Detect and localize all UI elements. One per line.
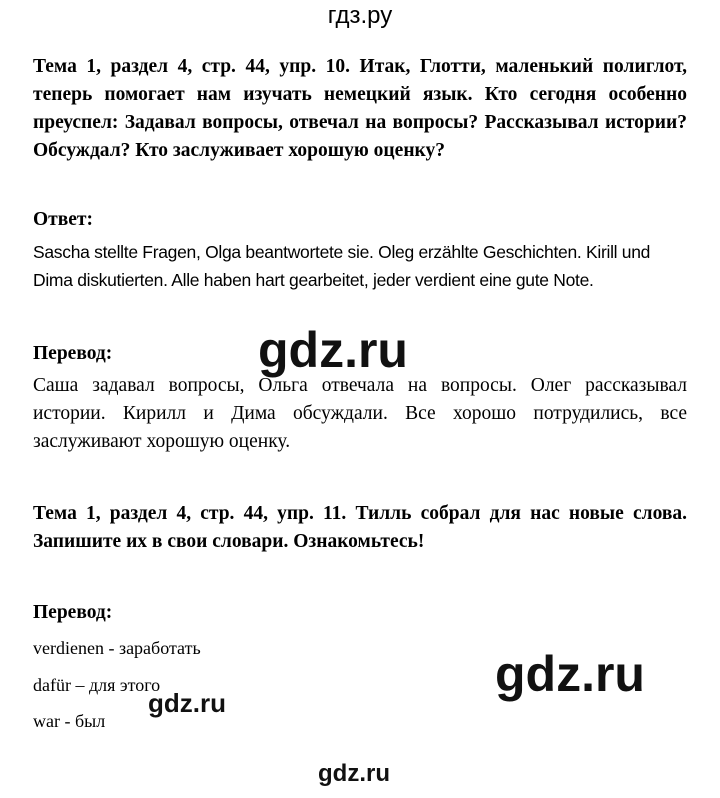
exercise-10-task: Тема 1, раздел 4, стр. 44, упр. 10. Итак, Глотти, маленький полиглот, теперь помогает нам изучать немецкий язык. Кто сегодня особенно преуспел: Задавал вопросы, отвечал на вопросы? Рассказывал истории? Обсуждал? Кто заслуживает хорошую оценку? bbox=[33, 56, 687, 161]
watermark: gdz.ru bbox=[495, 646, 645, 702]
vocabulary-item: verdienen - заработать bbox=[33, 638, 201, 658]
exercise-11-task: Тема 1, раздел 4, стр. 44, упр. 11. Тилль собрал для нас новые слова. Запишите их в свои словари. Ознакомьтесь! bbox=[33, 503, 687, 552]
translation-label: Перевод: bbox=[33, 343, 113, 364]
watermark: gdz.ru bbox=[258, 322, 408, 378]
answer-text: Sascha stellte Fragen, Olga beantwortete sie. Oleg erzählte Geschichten. Kirill und Dima diskutierten. Alle haben hart gearbeitet, jeder verdient eine gute Note. bbox=[33, 242, 651, 290]
vocabulary-translation-label: Перевод: bbox=[33, 602, 113, 623]
translation-text: Саша задавал вопросы, Ольга отвечала на вопросы. Олег рассказывал истории. Кирилл и Дима обсуждали. Все хорошо потрудились, все заслуживают хорошую оценку. bbox=[33, 375, 687, 452]
watermark: gdz.ru bbox=[148, 688, 226, 718]
vocabulary-item: war - был bbox=[33, 711, 106, 731]
vocabulary-item: dafür – для этого bbox=[33, 675, 161, 695]
answer-label: Ответ: bbox=[33, 209, 94, 230]
site-header: гдз.ру bbox=[327, 2, 393, 29]
watermark: gdz.ru bbox=[318, 760, 390, 787]
